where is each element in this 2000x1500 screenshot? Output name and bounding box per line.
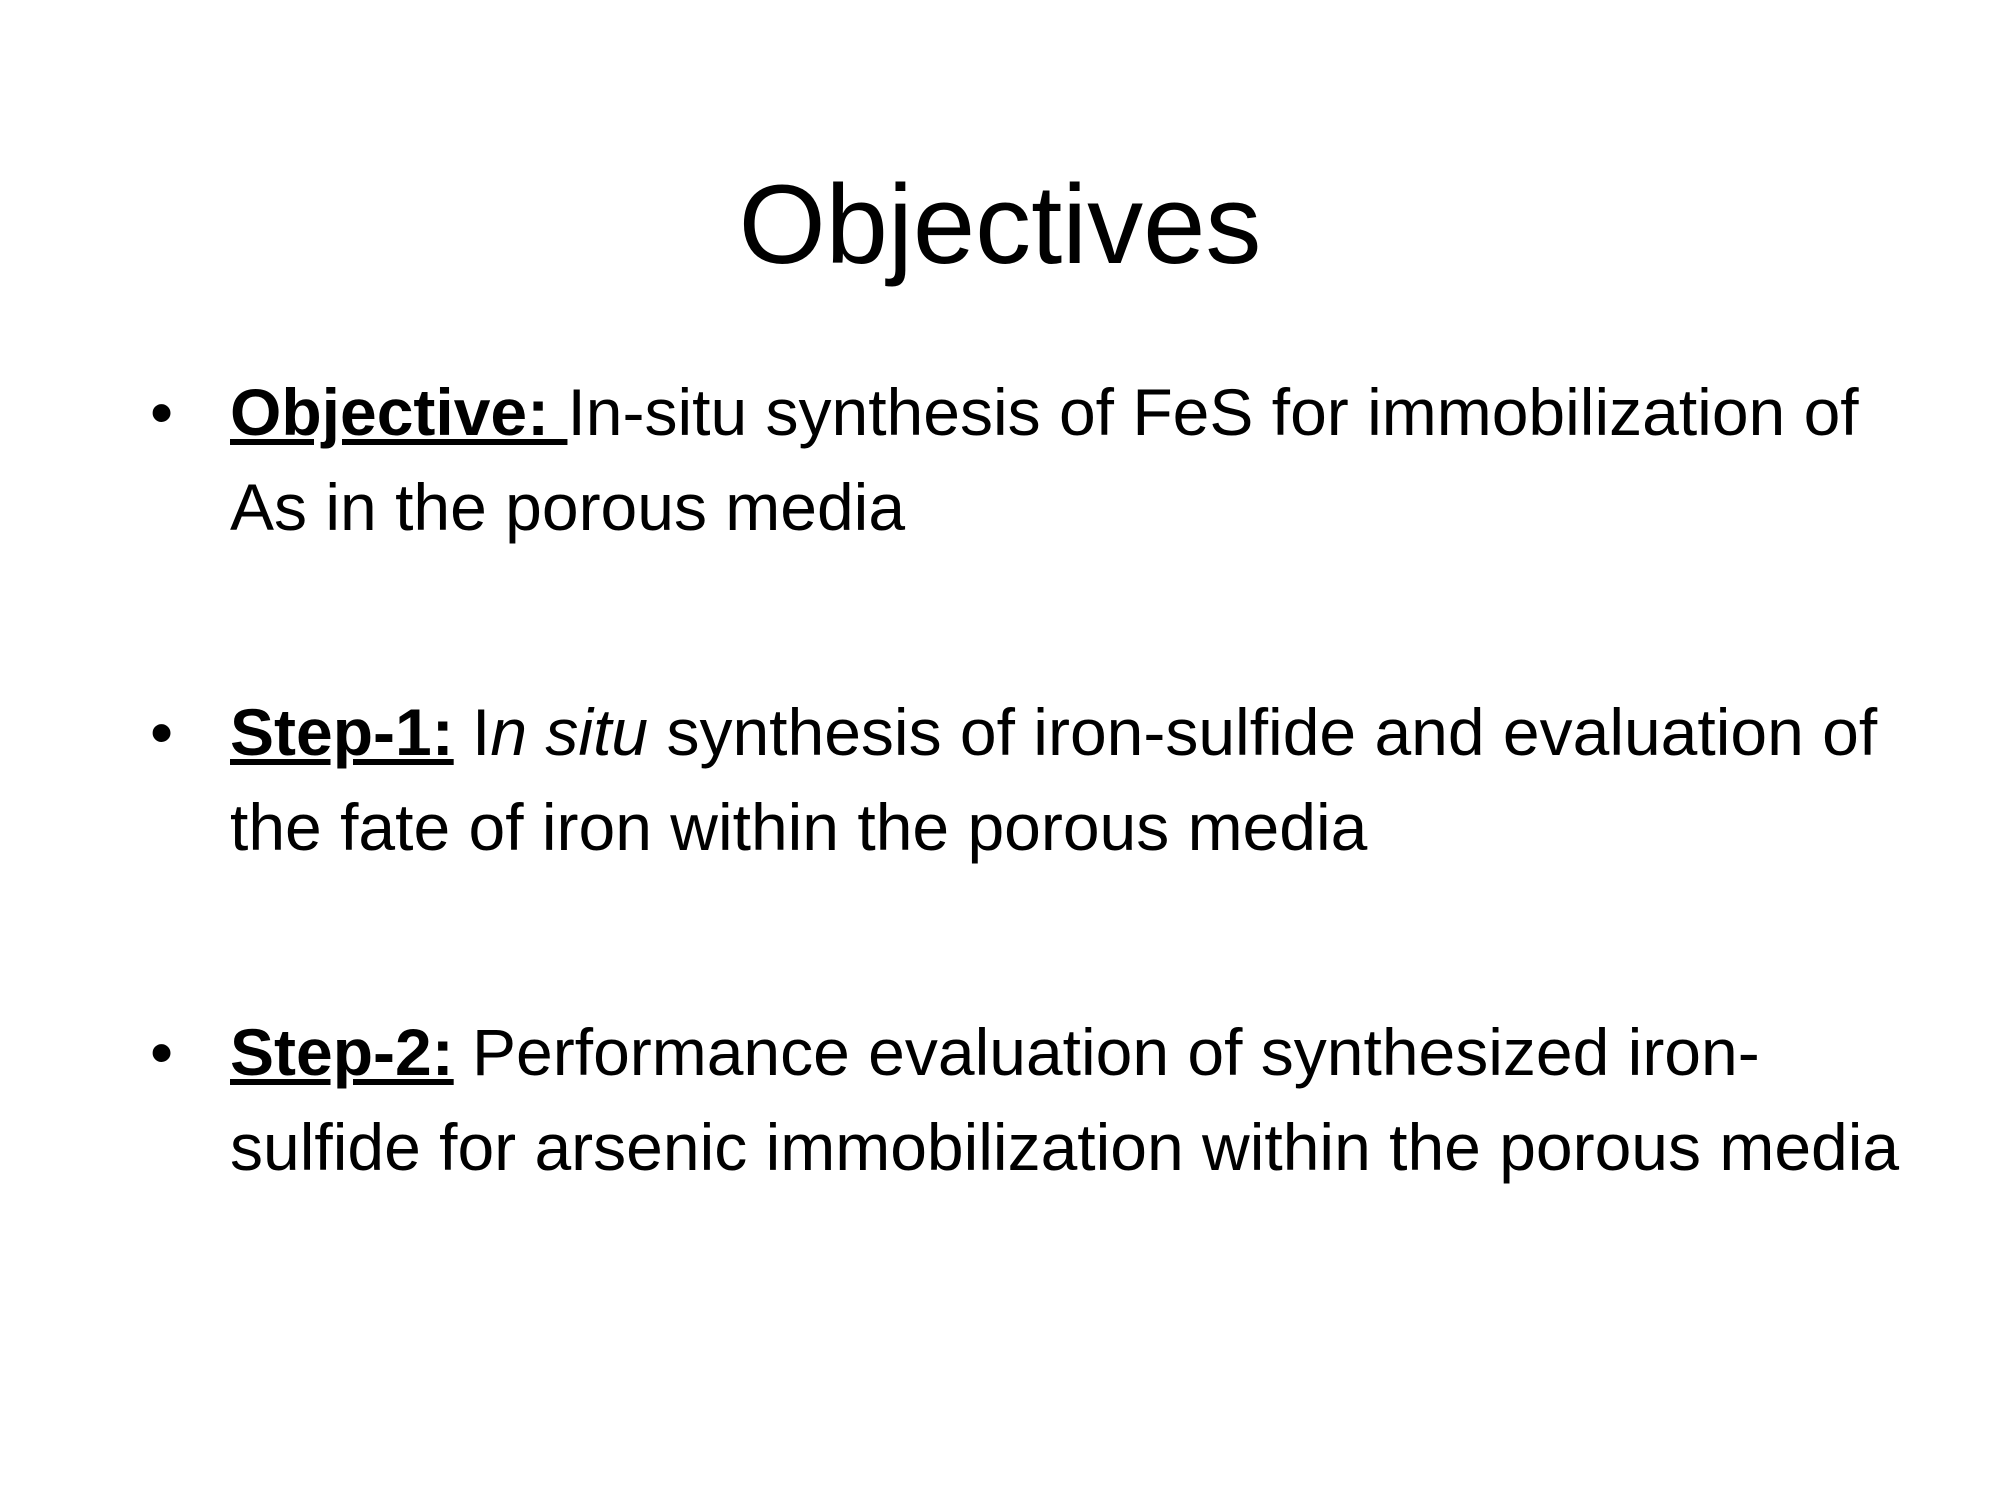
bullet-body: In-situ synthesis of FeS for immobilization of As in the porous media <box>230 375 1859 544</box>
bullet-text <box>230 685 1950 875</box>
bullet-marker: • <box>150 375 174 449</box>
bullet-label: Step-2: <box>230 1015 454 1089</box>
bullet-body-prefix: I <box>453 695 491 769</box>
bullet-body: Performance evaluation of synthesized iron-sulfide for arsenic immobilization within the porous media <box>230 1015 1900 1184</box>
bullet-label: Objective: <box>230 375 568 449</box>
bullet-label: Step-1: <box>230 695 454 769</box>
bullet-marker: • <box>150 1015 174 1089</box>
bullet-body: synthesis of iron-sulfide and evaluation of the fate of iron within the porous media <box>230 695 1878 864</box>
bullet-text <box>230 1005 1950 1195</box>
bullet-text <box>230 365 1950 555</box>
bullet-marker: • <box>150 695 174 769</box>
slide-title: Objectives <box>738 162 1262 287</box>
bullet-body-italic: n situ <box>490 695 649 769</box>
